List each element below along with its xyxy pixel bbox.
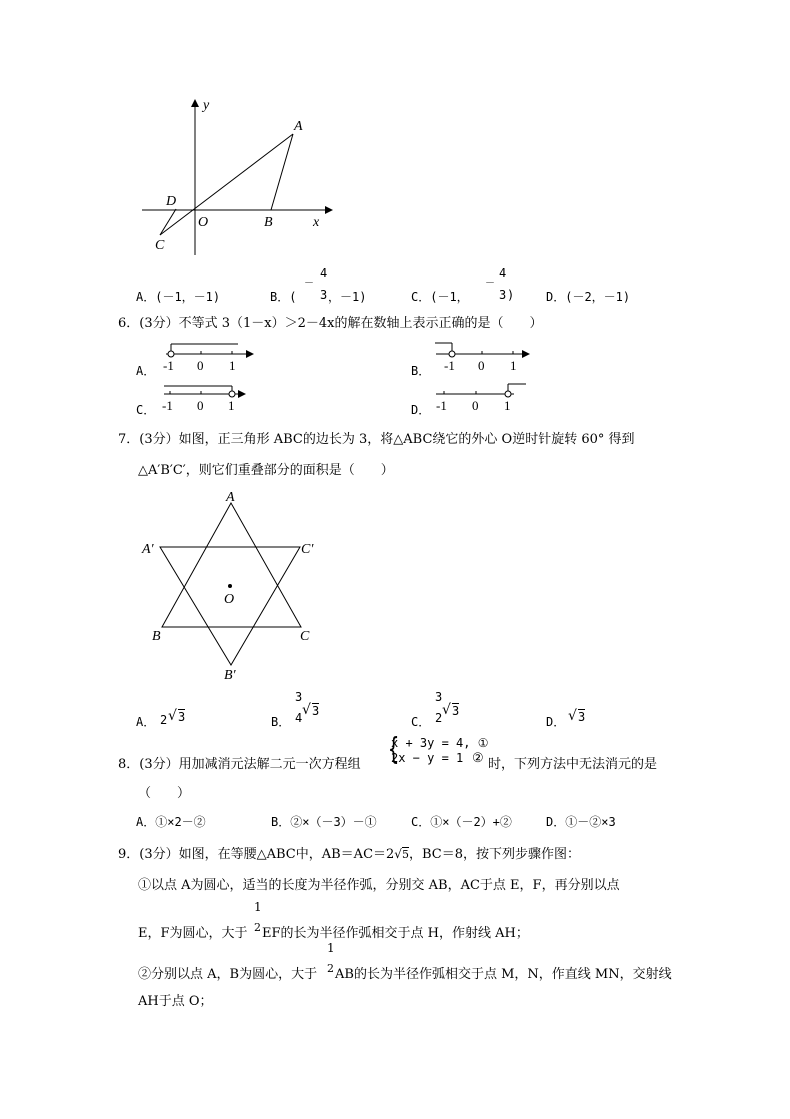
q7-option-b-num: 3 — [295, 690, 303, 704]
segment-cd — [160, 209, 176, 235]
x-axis-arrow-icon — [325, 206, 333, 214]
q8-answer-paren: （ ） — [138, 786, 191, 801]
q5-option-c-suffix: ) — [507, 288, 515, 302]
svg-text:1: 1 — [229, 358, 236, 373]
q5-option-b-num: 4 — [320, 266, 328, 280]
q5-option-b-den: 3 — [320, 288, 328, 302]
label-x: x — [313, 215, 320, 230]
q6-option-c-numberline[interactable] — [160, 380, 255, 414]
q7-stem-line2: △A′B′C′，则它们重叠部分的面积是（ ） — [138, 463, 394, 478]
q9-step1-frac-num: 1 — [254, 900, 262, 914]
open-point — [449, 351, 455, 357]
label-b: B — [264, 215, 273, 230]
q6-option-b-label[interactable]: B． — [411, 364, 431, 378]
q7-option-c-num: 3 — [435, 690, 443, 704]
q7-option-d-label: D． — [546, 715, 566, 729]
svg-text:1: 1 — [504, 398, 511, 413]
q6-option-d-numberline[interactable] — [432, 380, 532, 414]
arrow-icon — [246, 350, 254, 358]
q9-step1-line2-pre: E，F为圆心，大于 — [138, 926, 248, 941]
q7-option-a-rad: 3 — [178, 710, 186, 724]
q8-option-c[interactable]: C．①×（－2）+② — [411, 815, 512, 829]
q5-option-c-den: 3 — [499, 288, 507, 302]
q9-stem — [118, 843, 580, 862]
q8-option-d[interactable]: D．①－②×3 — [546, 815, 616, 829]
sqrt-icon: √ — [302, 702, 311, 718]
q9-step1-line2-post: EF的长为半径作弧相交于点 H，作射线 AH； — [262, 926, 529, 941]
svg-text:1: 1 — [510, 358, 517, 373]
segment-ab — [271, 134, 293, 210]
q8-option-a[interactable]: A．①×2－② — [136, 815, 206, 829]
q9-stem-pre: 9．(3分）如图，在等腰△ABC中，AB＝AC＝2 — [118, 847, 395, 862]
q7-hexagram-figure — [140, 485, 330, 685]
q5-option-b[interactable] — [270, 266, 380, 306]
q9-step2-line1-pre: ②分别以点 A，B为圆心，大于 — [138, 967, 318, 982]
q6-option-a-label[interactable]: A． — [136, 364, 156, 378]
q9-stem-rad: 5 — [401, 848, 409, 861]
q7-option-c[interactable] — [411, 690, 491, 730]
q6-option-a-numberline[interactable] — [160, 340, 255, 374]
q9-step2-frac-num: 1 — [327, 941, 335, 955]
q8-equation-1: x + 3y = 4, ① — [391, 736, 489, 750]
svg-text:0: 0 — [197, 358, 204, 373]
q7-option-c-den: 2 — [435, 711, 443, 725]
q7-option-c-rad: 3 — [452, 704, 460, 718]
label-a: A — [294, 119, 303, 134]
sqrt-icon: √ — [168, 708, 177, 724]
svg-text:O: O — [224, 592, 235, 607]
label-d: D — [166, 194, 177, 209]
label-y: y — [203, 98, 210, 113]
q5-option-b-prefix: B．( — [270, 290, 297, 304]
svg-text:C: C — [300, 629, 310, 644]
svg-text:0: 0 — [197, 398, 204, 413]
segment-oa — [160, 134, 293, 235]
q7-option-b-den: 4 — [295, 711, 303, 725]
svg-text:-1: -1 — [163, 358, 174, 373]
svg-text:0: 0 — [472, 398, 479, 413]
q9-step1-frac-den: 2 — [254, 921, 261, 934]
svg-text:-1: -1 — [436, 398, 447, 413]
q6-stem: 6．(3分）不等式 3（1－x）＞2－4x的解在数轴上表示正确的是（ ） — [118, 316, 543, 331]
q7-option-a-coef: 2 — [160, 713, 168, 727]
q9-step2-line2: AH于点 O； — [138, 994, 213, 1009]
q9-step1-line1: ①以点 A为圆心，适当的长度为半径作弧，分别交 AB，AC于点 E，F，再分别以点 — [138, 878, 620, 893]
label-c: C — [155, 238, 165, 253]
q6-option-d-label[interactable]: D． — [411, 403, 431, 417]
arrow-icon — [238, 390, 246, 398]
q7-option-b-rad: 3 — [312, 704, 320, 718]
q5-option-a[interactable]: A．(－1，－1) — [136, 290, 221, 304]
q7-stem-line1: 7．(3分）如图，正三角形 ABC的边长为 3，将△ABC绕它的外心 O逆时针旋转 60° 得到 — [118, 432, 635, 447]
svg-text:B′: B′ — [224, 668, 236, 683]
svg-text:A′: A′ — [142, 542, 154, 557]
q9-step1-line2 — [138, 900, 558, 941]
sqrt-icon: √ — [394, 847, 402, 861]
q6-option-b-numberline[interactable] — [432, 340, 532, 374]
q5-option-b-suffix: ，－1) — [328, 290, 367, 304]
svg-text:-1: -1 — [162, 398, 173, 413]
q9-stem-post: ，BC＝8，按下列步骤作图： — [408, 847, 580, 862]
q5-option-d[interactable]: D．(－2，－1) — [546, 290, 631, 304]
arrow-icon — [522, 350, 530, 358]
q7-option-c-label: C． — [411, 715, 431, 729]
q5-option-c-num: 4 — [499, 266, 507, 280]
q5-coordinate-figure — [130, 95, 340, 265]
q9-step2-line1-post: AB的长为半径作弧相交于点 M，N，作直线 MN，交射线 — [335, 967, 672, 982]
q7-option-d[interactable] — [546, 700, 606, 730]
q8-option-b[interactable]: B．②×（－3）－① — [271, 815, 377, 829]
q7-option-b-label: B． — [271, 715, 291, 729]
q5-option-c-minus: － — [485, 278, 495, 289]
q7-option-b[interactable] — [271, 690, 351, 730]
q8-equation-2: 2x − y = 1 — [391, 751, 464, 765]
q5-option-b-minus: － — [304, 278, 314, 289]
q9-step2-frac-den: 2 — [327, 962, 334, 975]
y-axis-arrow-icon — [191, 99, 199, 107]
q5-option-c[interactable] — [411, 266, 521, 306]
q6-option-c-label[interactable]: C． — [136, 403, 156, 417]
open-point — [229, 391, 235, 397]
sqrt-icon: √ — [442, 702, 451, 718]
q7-option-a[interactable] — [136, 700, 216, 730]
svg-text:A: A — [226, 490, 235, 505]
svg-text:1: 1 — [228, 398, 235, 413]
open-point — [168, 351, 174, 357]
q9-step2-line1 — [138, 941, 672, 982]
q8-equation-2-mark: ② — [472, 751, 484, 766]
svg-text:B: B — [152, 629, 161, 644]
q5-option-c-prefix: C．(－1， — [411, 290, 469, 304]
q7-option-d-rad: 3 — [578, 710, 586, 724]
q8-stem-pre: 8．(3分）用加减消元法解二元一次方程组 — [118, 757, 361, 772]
center-point — [228, 584, 232, 588]
svg-text:C′: C′ — [301, 542, 314, 557]
svg-text:-1: -1 — [444, 358, 455, 373]
svg-text:0: 0 — [478, 358, 485, 373]
open-point — [505, 391, 511, 397]
triangle-abc — [162, 503, 301, 627]
q8-stem-post: 时，下列方法中无法消元的是 — [488, 757, 658, 772]
q7-option-a-label: A． — [136, 715, 156, 729]
label-o: O — [198, 215, 209, 230]
sqrt-icon: √ — [568, 708, 577, 724]
brace-icon: { — [387, 732, 400, 767]
